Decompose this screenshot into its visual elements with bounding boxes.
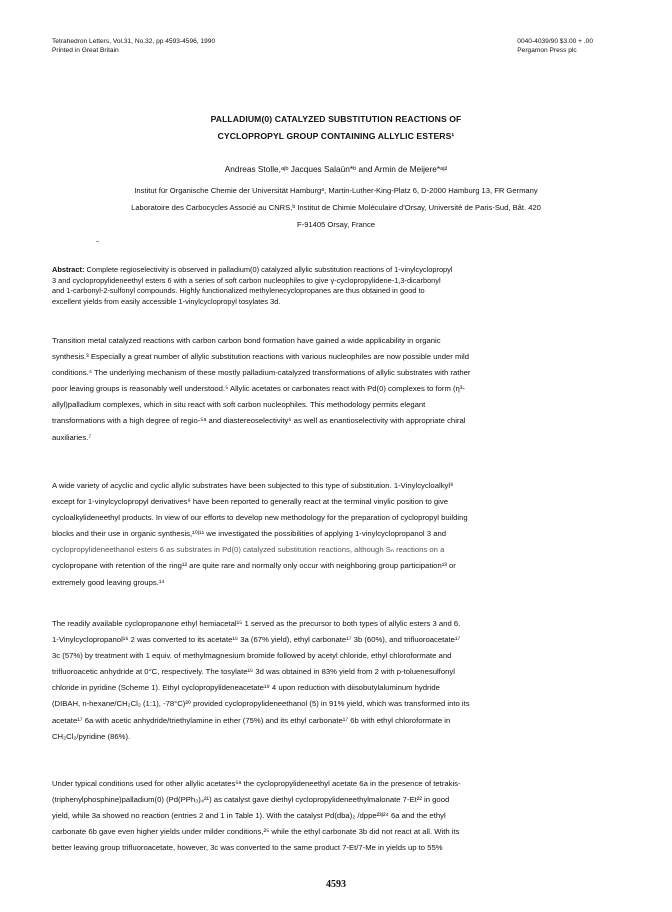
issn-price-line: 0040-4039/90 $3.00 + .00 <box>517 38 593 45</box>
text-line: trifluoroacetic anhydride at 0°C, respectively. The tosylate¹⁶ 3d was obtained in 83% yield from 2 with p-toluenesulfonyl <box>52 667 455 677</box>
text-line: cyclopropylideneethanol esters 6 as substrates in Pd(0) catalyzed substitution reactions, although Sₙ reactions on a <box>52 545 445 555</box>
abstract-line: 3 and cyclopropylideneethyl esters 6 with a series of soft carbon nucleophiles to give γ-cyclopropylidene-1,3-dicarbonyl <box>52 275 441 285</box>
text-line: 1-Vinylcyclopropanol¹⁶ 2 was converted to its acetate¹⁶ 3a (67% yield), ethyl carbonate¹⁷ 3b (60%), and trifluoroacetate¹⁷ <box>52 635 461 645</box>
abstract-line: excellent yields from easily accessible 1-vinylcyclopropyl tosylates 3d. <box>52 296 281 306</box>
journal-line: Tetrahedron Letters, Vol.31, No.32, pp 4593-4596, 1990 <box>52 38 216 45</box>
paper-title <box>0 111 672 145</box>
abstract <box>52 265 631 307</box>
text-line: better leaving group trifluoroacetate, however, 3c was converted to the same product 7-Et/7-Me in yields up to 55% <box>52 843 443 853</box>
text-line: acetate¹⁷ 6a with acetic anhydride/triethylamine in ether (75%) and its ethyl carbonate¹⁷ 6b with ethyl chloroformate in <box>52 715 451 725</box>
stray-mark <box>96 241 99 242</box>
text-line: Under typical conditions used for other allylic acetates⁵ᵃ the cyclopropylideneethyl acetate 6a in the presence of tetrakis- <box>52 779 461 788</box>
paragraph-preparation <box>52 616 631 745</box>
price-block <box>517 37 593 55</box>
text-line: (triphenylphosphine)palladium(0) (Pd(PPh₃)₄²¹) as catalyst gave diethyl cyclopropylideneethylmalonate 7-Et²² in good <box>52 795 450 805</box>
text-line: carbonate 6b gave even higher yields under milder conditions,²⁵ while the ethyl carbonate 3b did not react at all. With its <box>52 827 460 837</box>
paragraph-results <box>52 776 631 856</box>
text-line: CH₂Cl₂/pyridine (86%). <box>52 731 131 741</box>
printed-line: Printed in Great Britain <box>52 47 119 54</box>
text-line: conditions.⁴ The underlying mechanism of these mostly palladium-catalyzed transformations of allylic substrates with rather <box>52 368 471 378</box>
text-line: chloride in pyridine (Scheme 1). Ethyl cyclopropylideneacetate¹⁹ 4 upon reduction with diisobutylaluminum hydride <box>52 683 440 693</box>
text-line: (DIBAH, n-hexane/CH₂Cl₂ (1:1), -78°C)²⁰ provided cyclopropylideneethanol (5) in 91% yield, which was transformed into its <box>52 699 470 709</box>
paragraph-introduction <box>52 333 631 446</box>
text-line: except for 1-vinylcyclopropyl derivatives⁹ have been reported to generally react at the terminal vinylic position to give <box>52 497 448 507</box>
text-line: A wide variety of acyclic and cyclic allylic substrates have been subjected to this type of substitution. 1-Vinylcycloalkyl⁸ <box>52 481 454 490</box>
author-list: Andreas Stolle,ᵃʲᵇ Jacques Salaün*ᵇ and Armin de Meijere*ᵃʲ² <box>224 164 448 174</box>
title-line-1: PALLADIUM(0) CATALYZED SUBSTITUTION REACTIONS OF <box>210 114 462 124</box>
text-line: allyl)palladium complexes, which in situ react with soft carbon nucleophiles. This methodology permits elegant <box>52 400 426 410</box>
text-line: poor leaving groups is reasonably well understood.⁵ Allylic acetates or carbonates react with Pd(0) complexes to form (η³- <box>52 384 465 394</box>
paragraph-substrates <box>52 478 631 591</box>
publisher-line: Pergamon Press plc <box>517 47 577 54</box>
journal-citation <box>52 37 215 55</box>
abstract-label: Abstract: <box>52 265 85 274</box>
text-line: cyclopropane with retention of the ring¹² are quite rare and normally only occur with neighboring group participation¹³ or <box>52 561 456 571</box>
text-line: auxiliaries.⁷ <box>52 432 92 442</box>
text-line: yield, while 3a showed no reaction (entries 2 and 1 in Table 1). With the catalyst Pd(dba)₂ /dppe²³ʲ²⁴ 6a and the ethyl <box>52 811 446 821</box>
text-line: The readily available cyclopropanone ethyl hemiacetal¹⁵ 1 served as the precursor to both types of allylic esters 3 and 6. <box>52 619 461 628</box>
affiliation-hamburg: Institut für Organische Chemie der Universität Hamburgᵃ, Martin-Luther-King-Platz 6, D-2000 Hamburg 13, FR Germany <box>134 186 538 195</box>
text-line: cycloalkylideneethyl products. In view of our efforts to develop new methodology for the preparation of cyclopropyl building <box>52 513 468 523</box>
text-line: 3c (57%) by treatment with 1 equiv. of methylmagnesium bromide followed by acetyl chloride, ethyl chloroformate and <box>52 651 452 661</box>
abstract-line: Abstract: Complete regioselectivity is observed in palladium(0) catalyzed allylic substitution reactions of 1-vinylcyclopropyl <box>52 265 453 274</box>
abstract-line: and 1-carbonyl-2-sulfonyl compounds. Highly functionalized methylenecyclopropanes are thus obtained in good to <box>52 286 425 296</box>
text-line: extremely good leaving groups.¹⁴ <box>52 577 165 587</box>
text-line: Transition metal catalyzed reactions with carbon carbon bond formation have gained a wide applicability in organic <box>52 336 441 345</box>
text-line: synthesis.³ Especially a great number of allylic substitution reactions with various nucleophiles are now possible under mild <box>52 352 470 362</box>
affiliation-orsay-city: F-91405 Orsay, France <box>297 220 375 229</box>
title-line-2: CYCLOPROPYL GROUP CONTAINING ALLYLIC ESTERS¹ <box>217 131 455 141</box>
page-number: 4593 <box>326 879 346 890</box>
text-line: blocks and their use in organic synthesis,¹⁰ʲ¹¹ we investigated the possibilities of applying 1-vinylcyclopropanol 3 and <box>52 529 447 539</box>
text-line: transformations with a high degree of regio-⁵ᵃ and diastereoselectivity⁶ as well as enantioselectivity with appropriate chiral <box>52 416 466 426</box>
affiliation-orsay: Laboratoire des Carbocycles Associé au CNRS,ᵇ Institut de Chimie Moléculaire d'Orsay, Université de Paris-Sud, Bât. 420 <box>131 203 541 212</box>
affiliations <box>0 182 672 233</box>
